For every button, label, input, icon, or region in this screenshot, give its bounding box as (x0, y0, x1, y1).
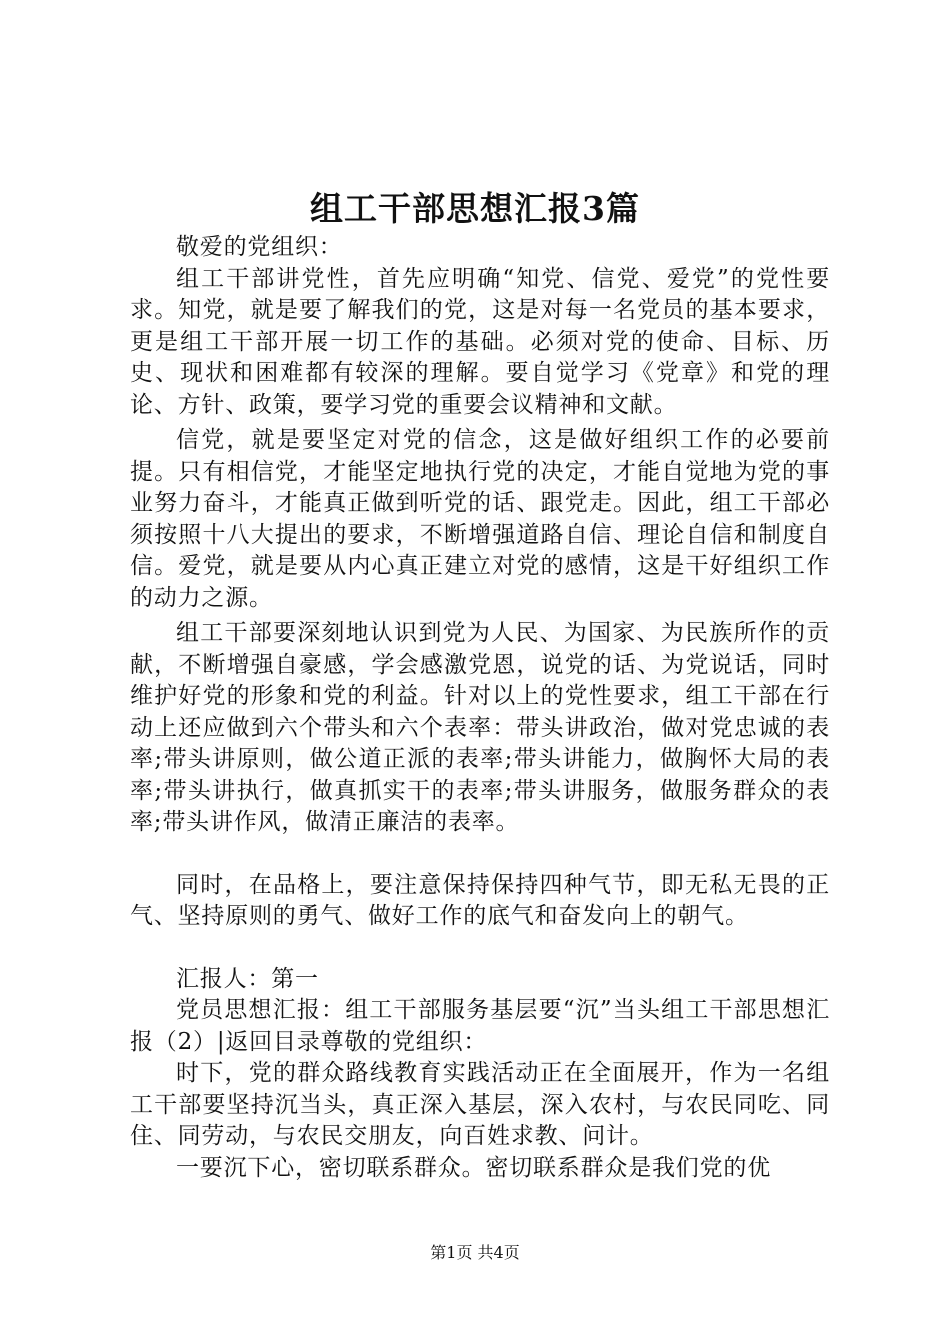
paragraph-contribution: 组工干部要深刻地认识到党为人民、为国家、为民族所作的贡献，不断增强自豪感，学会感激党恩，说党的话、为党说话，同时维护好党的形象和党的利益。针对以上的党性要求，组工干部在行动上还应做到六个带头和六个表率：带头讲政治，做对党忠诚的表率;带头讲原则，做公道正派的表率;带头讲能力，做胸怀大局的表率;带头讲执行，做真抓实干的表率;带头讲服务，做服务群众的表率;带头讲作风，做清正廉洁的表率。 (130, 620, 830, 835)
page-footer: 第1页 共4页 (430, 1243, 520, 1262)
paragraph-know-party: 组工干部讲党性，首先应明确“知党、信党、爱党”的党性要求。知党，就是要了解我们的党，这是对每一名党员的基本要求，更是组工干部开展一切工作的基础。必须对党的使命、目标、历史、现状和困难都有较深的理解。要自觉学习《党章》和党的理论、方针、政策，要学习党的重要会议精神和文献。 (130, 265, 830, 418)
paragraph-second-report-heading: 党员思想汇报：组工干部服务基层要“沉”当头组工干部思想汇报（2）|返回目录尊敬的党组织： (130, 997, 830, 1055)
document-title: 组工干部思想汇报3篇 (310, 189, 640, 228)
paragraph-integrity: 同时，在品格上，要注意保持保持四种气节，即无私无畏的正气、坚持原则的勇气、做好工作的底气和奋发向上的朝气。 (130, 871, 830, 929)
paragraph-mass-line: 时下，党的群众路线教育实践活动正在全面展开，作为一名组工干部要坚持沉当头，真正深入基层，深入农村，与农民同吃、同住、同劳动，与农民交朋友，向百姓求教、问计。 (130, 1060, 830, 1149)
document-body (130, 232, 830, 1184)
reporter-line: 汇报人：第一 (176, 965, 319, 992)
paragraph-trust-party: 信党，就是要坚定对党的信念，这是做好组织工作的必要前提。只有相信党，才能坚定地执行党的决定，才能自觉地为党的事业努力奋斗，才能真正做到听党的话、跟党走。因此，组工干部必须按照十八大提出的要求，不断增强道路自信、理论自信和制度自信。爱党，就是要从内心真正建立对党的感情，这是干好组织工作的动力之源。 (130, 427, 830, 611)
paragraph-sink-down: 一要沉下心，密切联系群众。密切联系群众是我们党的优 (176, 1154, 771, 1181)
salutation: 敬爱的党组织： (176, 234, 343, 260)
